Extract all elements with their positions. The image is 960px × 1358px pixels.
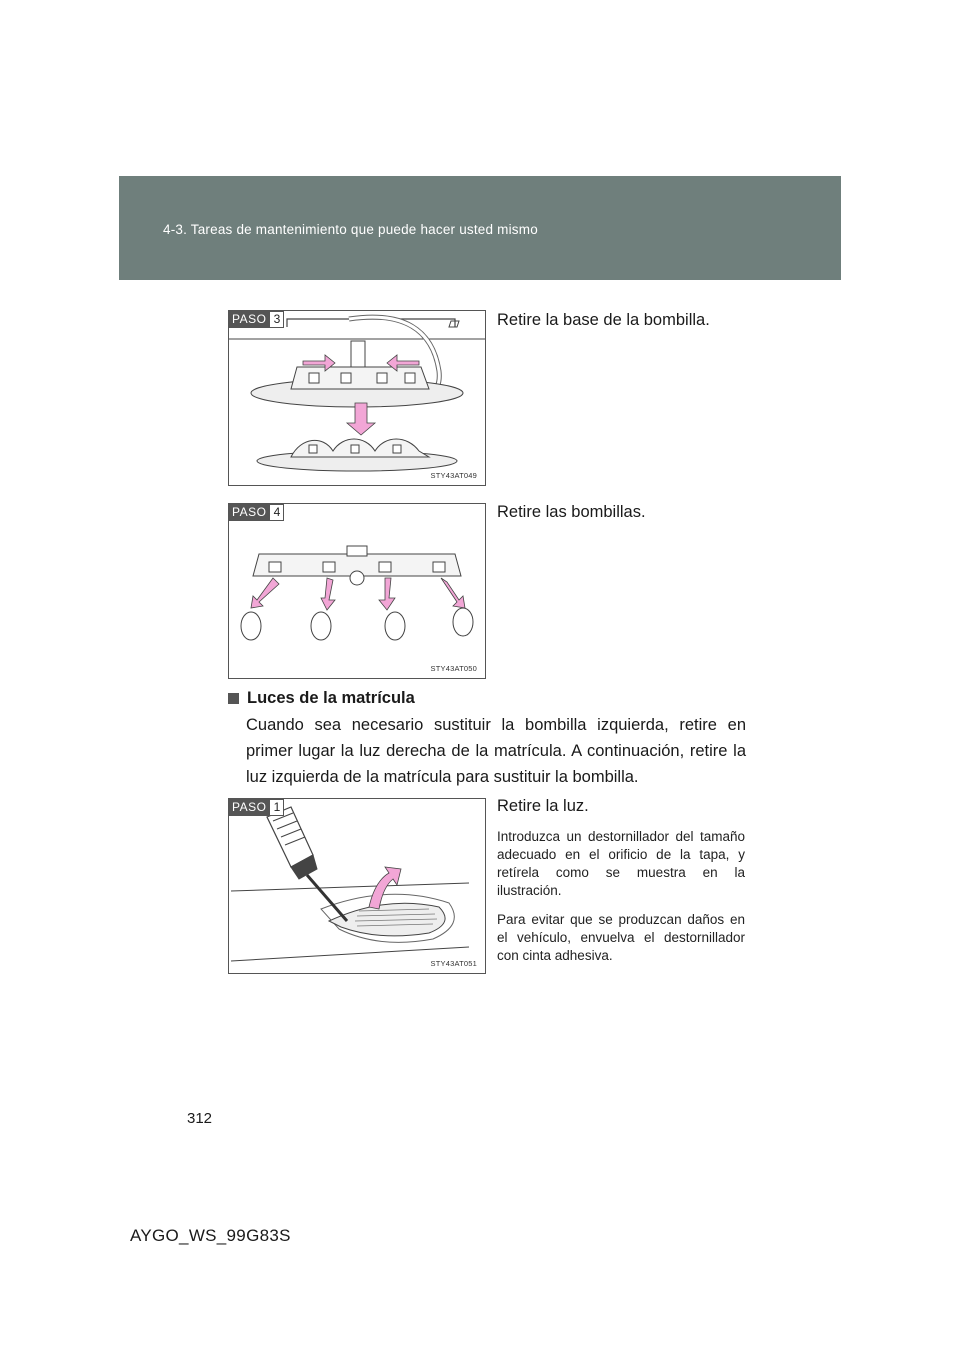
paso-number: 3	[269, 311, 284, 328]
paso-badge	[229, 799, 284, 816]
figure-step-3	[228, 310, 486, 486]
paso-badge	[229, 504, 284, 521]
figure-code: STY43AT049	[430, 471, 477, 480]
figure-step-1	[228, 798, 486, 974]
note-1: Introduzca un destornillador del tamaño adecuado en el orificio de la tapa, y retírela como se muestra en la ilustración.	[497, 829, 745, 898]
step-4-text: Retire las bombillas.	[497, 503, 646, 521]
section-title	[228, 689, 415, 708]
paso-badge	[229, 311, 284, 328]
document-id: AYGO_WS_99G83S	[130, 1226, 291, 1245]
section-title-text: Luces de la matrícula	[247, 689, 415, 707]
paso-label: PASO	[229, 504, 269, 521]
bulbs-removal-illustration	[229, 504, 485, 678]
bulb-base-illustration	[229, 311, 485, 485]
paso-number: 1	[269, 799, 284, 816]
header-band	[119, 176, 841, 280]
license-light-illustration	[229, 799, 485, 973]
paso-number: 4	[269, 504, 284, 521]
square-bullet-icon	[228, 693, 239, 704]
paso-label: PASO	[229, 311, 269, 328]
note-2: Para evitar que se produzcan daños en el vehículo, envuelva el destornillador con cinta adhesiva.	[497, 912, 745, 963]
figure-step-4	[228, 503, 486, 679]
page-number: 312	[187, 1110, 213, 1127]
step-3-text: Retire la base de la bombilla.	[497, 311, 710, 329]
step-1-text: Retire la luz.	[497, 797, 589, 815]
figure-code: STY43AT050	[430, 664, 477, 673]
paso-label: PASO	[229, 799, 269, 816]
section-paragraph: Cuando sea necesario sustituir la bombilla izquierda, retire en primer lugar la luz derecha de la matrícula. A continuación, retire la luz izquierda de la matrícula para sustituir la bombilla.	[246, 716, 746, 786]
figure-code: STY43AT051	[430, 959, 477, 968]
section-heading: 4-3. Tareas de mantenimiento que puede hacer usted mismo	[163, 222, 538, 237]
